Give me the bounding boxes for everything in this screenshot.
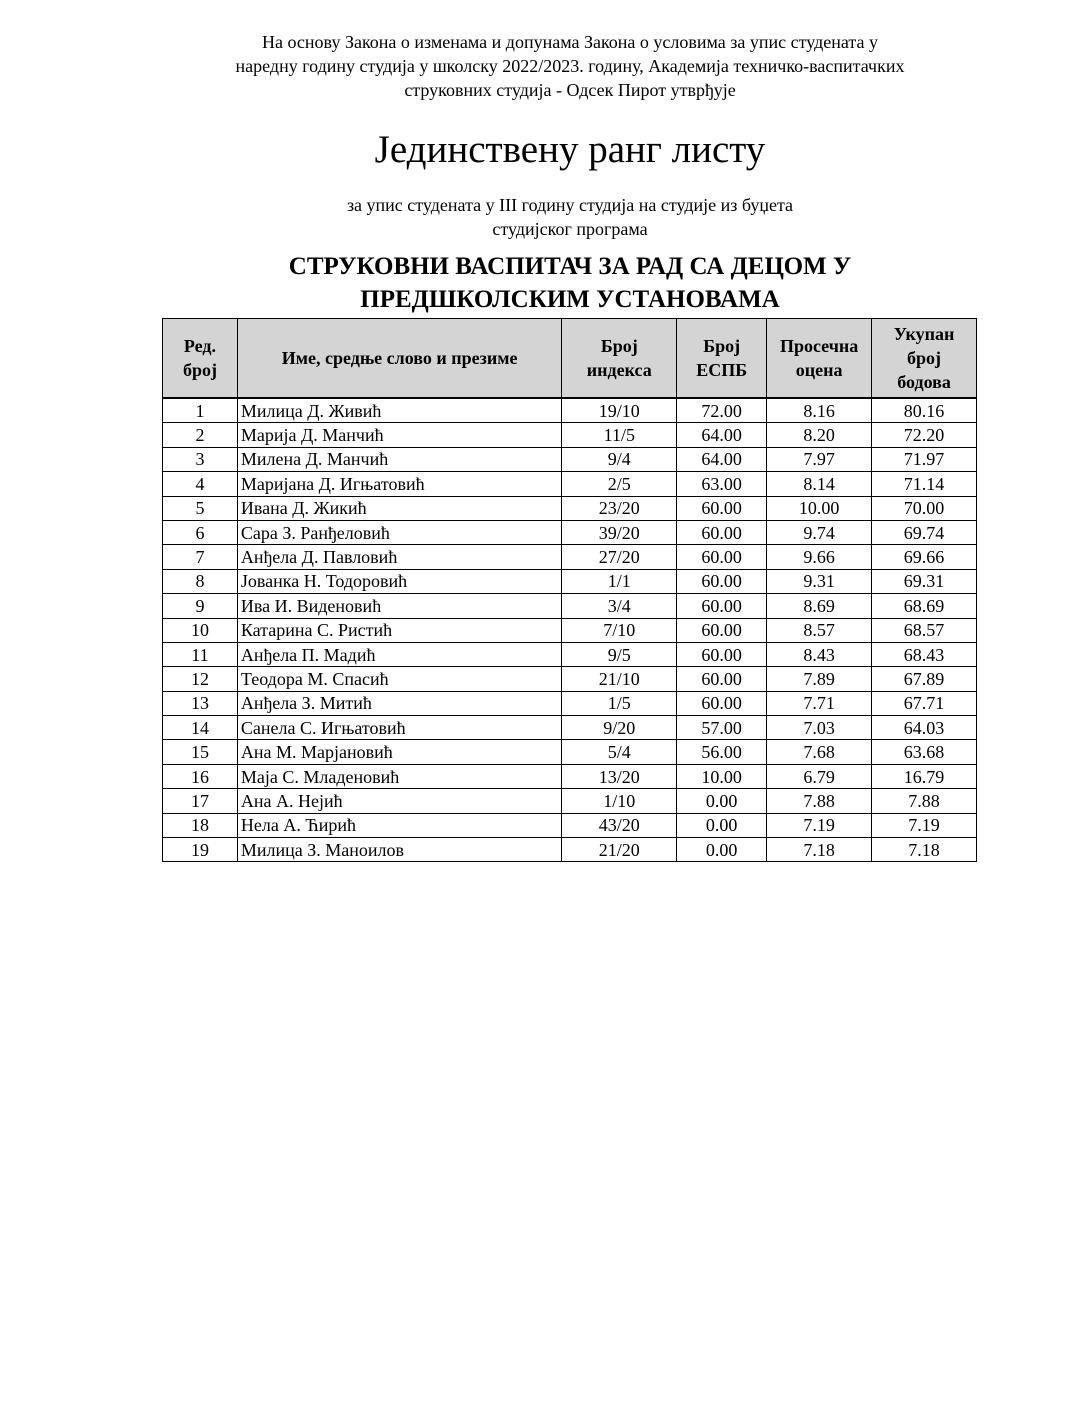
rank-cell: 15 (163, 740, 238, 764)
name-cell: Милена Д. Манчић (237, 447, 561, 471)
total-cell: 68.43 (872, 642, 977, 666)
rank-cell: 2 (163, 423, 238, 447)
average-cell: 7.68 (767, 740, 872, 764)
rank-cell: 5 (163, 496, 238, 520)
name-cell: Ана М. Марјановић (237, 740, 561, 764)
total-cell: 68.69 (872, 594, 977, 618)
index-cell: 2/5 (562, 472, 677, 496)
rank-cell: 14 (163, 716, 238, 740)
rank-cell: 18 (163, 813, 238, 837)
column-header-rank: Ред. број (163, 319, 238, 399)
rank-cell: 10 (163, 618, 238, 642)
name-cell: Ивана Д. Жикић (237, 496, 561, 520)
index-cell: 7/10 (562, 618, 677, 642)
average-cell: 9.31 (767, 569, 872, 593)
index-cell: 39/20 (562, 520, 677, 544)
espb-cell: 0.00 (677, 789, 767, 813)
name-cell: Маријана Д. Игњатовић (237, 472, 561, 496)
total-cell: 69.31 (872, 569, 977, 593)
table-row (163, 520, 977, 544)
total-cell: 63.68 (872, 740, 977, 764)
intro-line: струковних студија - Одсек Пирот утврђује (404, 80, 736, 100)
name-cell: Јованка Н. Тодоровић (237, 569, 561, 593)
index-cell: 11/5 (562, 423, 677, 447)
index-cell: 21/20 (562, 838, 677, 862)
total-cell: 16.79 (872, 764, 977, 788)
total-cell: 69.74 (872, 520, 977, 544)
column-header-average: Просечна оцена (767, 319, 872, 399)
name-cell: Анђела Д. Павловић (237, 545, 561, 569)
index-cell: 9/5 (562, 642, 677, 666)
rank-cell: 4 (163, 472, 238, 496)
espb-cell: 0.00 (677, 813, 767, 837)
total-cell: 72.20 (872, 423, 977, 447)
average-cell: 7.19 (767, 813, 872, 837)
index-cell: 1/5 (562, 691, 677, 715)
espb-cell: 60.00 (677, 691, 767, 715)
espb-cell: 64.00 (677, 423, 767, 447)
table-row (163, 398, 977, 423)
espb-cell: 60.00 (677, 520, 767, 544)
column-header-total: Укупан број бодова (872, 319, 977, 399)
table-row (163, 423, 977, 447)
table-row (163, 472, 977, 496)
name-cell: Ива И. Виденовић (237, 594, 561, 618)
total-cell: 71.14 (872, 472, 977, 496)
total-cell: 80.16 (872, 398, 977, 423)
table-row (163, 838, 977, 862)
average-cell: 8.43 (767, 642, 872, 666)
table-header-row (163, 319, 977, 399)
average-cell: 8.69 (767, 594, 872, 618)
table-body (163, 398, 977, 862)
index-cell: 9/4 (562, 447, 677, 471)
average-cell: 7.88 (767, 789, 872, 813)
rank-cell: 6 (163, 520, 238, 544)
intro-line: На основу Закона о изменама и допунама Закона о условима за упис студената у (262, 32, 878, 52)
average-cell: 7.71 (767, 691, 872, 715)
column-header-index: Број индекса (562, 319, 677, 399)
index-cell: 27/20 (562, 545, 677, 569)
total-cell: 7.18 (872, 838, 977, 862)
table-row (163, 716, 977, 740)
table-row (163, 569, 977, 593)
name-cell: Санела С. Игњатовић (237, 716, 561, 740)
average-cell: 9.74 (767, 520, 872, 544)
rank-cell: 8 (163, 569, 238, 593)
espb-cell: 56.00 (677, 740, 767, 764)
espb-cell: 60.00 (677, 642, 767, 666)
intro-paragraph (0, 30, 1088, 102)
name-cell: Милица З. Маноилов (237, 838, 561, 862)
rank-cell: 9 (163, 594, 238, 618)
espb-cell: 60.00 (677, 618, 767, 642)
average-cell: 7.97 (767, 447, 872, 471)
table-row (163, 691, 977, 715)
espb-cell: 10.00 (677, 764, 767, 788)
rank-cell: 16 (163, 764, 238, 788)
program-title-line: ПРЕДШКОЛСКИМ УСТАНОВАМА (360, 286, 780, 313)
average-cell: 8.16 (767, 398, 872, 423)
column-header-name: Име, средње слово и презиме (237, 319, 561, 399)
rank-cell: 19 (163, 838, 238, 862)
espb-cell: 60.00 (677, 667, 767, 691)
index-cell: 19/10 (562, 398, 677, 423)
table-row (163, 667, 977, 691)
name-cell: Катарина С. Ристић (237, 618, 561, 642)
table-row (163, 740, 977, 764)
table-row (163, 618, 977, 642)
espb-cell: 63.00 (677, 472, 767, 496)
espb-cell: 60.00 (677, 496, 767, 520)
index-cell: 1/1 (562, 569, 677, 593)
average-cell: 10.00 (767, 496, 872, 520)
espb-cell: 72.00 (677, 398, 767, 423)
table-row (163, 789, 977, 813)
rank-cell: 11 (163, 642, 238, 666)
total-cell: 67.71 (872, 691, 977, 715)
average-cell: 7.18 (767, 838, 872, 862)
name-cell: Нела А. Ћирић (237, 813, 561, 837)
average-cell: 7.89 (767, 667, 872, 691)
index-cell: 1/10 (562, 789, 677, 813)
rank-cell: 7 (163, 545, 238, 569)
table-row (163, 813, 977, 837)
name-cell: Милица Д. Живић (237, 398, 561, 423)
ranking-table (162, 318, 977, 862)
subtitle-line: за упис студената у III годину студија на студије из буџета (346, 195, 794, 215)
subtitle (0, 193, 1088, 241)
rank-cell: 1 (163, 398, 238, 423)
table-row (163, 764, 977, 788)
index-cell: 23/20 (562, 496, 677, 520)
total-cell: 70.00 (872, 496, 977, 520)
index-cell: 3/4 (562, 594, 677, 618)
index-cell: 5/4 (562, 740, 677, 764)
table-row (163, 545, 977, 569)
total-cell: 69.66 (872, 545, 977, 569)
total-cell: 67.89 (872, 667, 977, 691)
program-title (0, 250, 1088, 316)
average-cell: 8.14 (767, 472, 872, 496)
total-cell: 64.03 (872, 716, 977, 740)
index-cell: 21/10 (562, 667, 677, 691)
rank-cell: 12 (163, 667, 238, 691)
name-cell: Маја С. Младеновић (237, 764, 561, 788)
table-row (163, 642, 977, 666)
name-cell: Ана А. Нејић (237, 789, 561, 813)
total-cell: 7.88 (872, 789, 977, 813)
average-cell: 8.57 (767, 618, 872, 642)
table-row (163, 447, 977, 471)
total-cell: 68.57 (872, 618, 977, 642)
average-cell: 6.79 (767, 764, 872, 788)
program-title-line: СТРУКОВНИ ВАСПИТАЧ ЗА РАД СА ДЕЦОМ У (288, 253, 852, 280)
name-cell: Сара З. Ранђеловић (237, 520, 561, 544)
rank-cell: 13 (163, 691, 238, 715)
table-row (163, 594, 977, 618)
index-cell: 9/20 (562, 716, 677, 740)
average-cell: 8.20 (767, 423, 872, 447)
name-cell: Анђела П. Мадић (237, 642, 561, 666)
total-cell: 71.97 (872, 447, 977, 471)
espb-cell: 0.00 (677, 838, 767, 862)
index-cell: 43/20 (562, 813, 677, 837)
espb-cell: 64.00 (677, 447, 767, 471)
name-cell: Марија Д. Манчић (237, 423, 561, 447)
espb-cell: 60.00 (677, 545, 767, 569)
page-title: Јединствену ранг листу (374, 128, 766, 171)
intro-line: наредну годину студија у школску 2022/2023. годину, Академија техничко-васпитачких (235, 56, 905, 76)
espb-cell: 60.00 (677, 569, 767, 593)
espb-cell: 57.00 (677, 716, 767, 740)
average-cell: 9.66 (767, 545, 872, 569)
espb-cell: 60.00 (677, 594, 767, 618)
name-cell: Анђела З. Митић (237, 691, 561, 715)
index-cell: 13/20 (562, 764, 677, 788)
table-row (163, 496, 977, 520)
rank-cell: 3 (163, 447, 238, 471)
column-header-espb: Број ЕСПБ (677, 319, 767, 399)
name-cell: Теодора М. Спасић (237, 667, 561, 691)
rank-cell: 17 (163, 789, 238, 813)
total-cell: 7.19 (872, 813, 977, 837)
subtitle-line: студијског програма (492, 219, 648, 239)
average-cell: 7.03 (767, 716, 872, 740)
